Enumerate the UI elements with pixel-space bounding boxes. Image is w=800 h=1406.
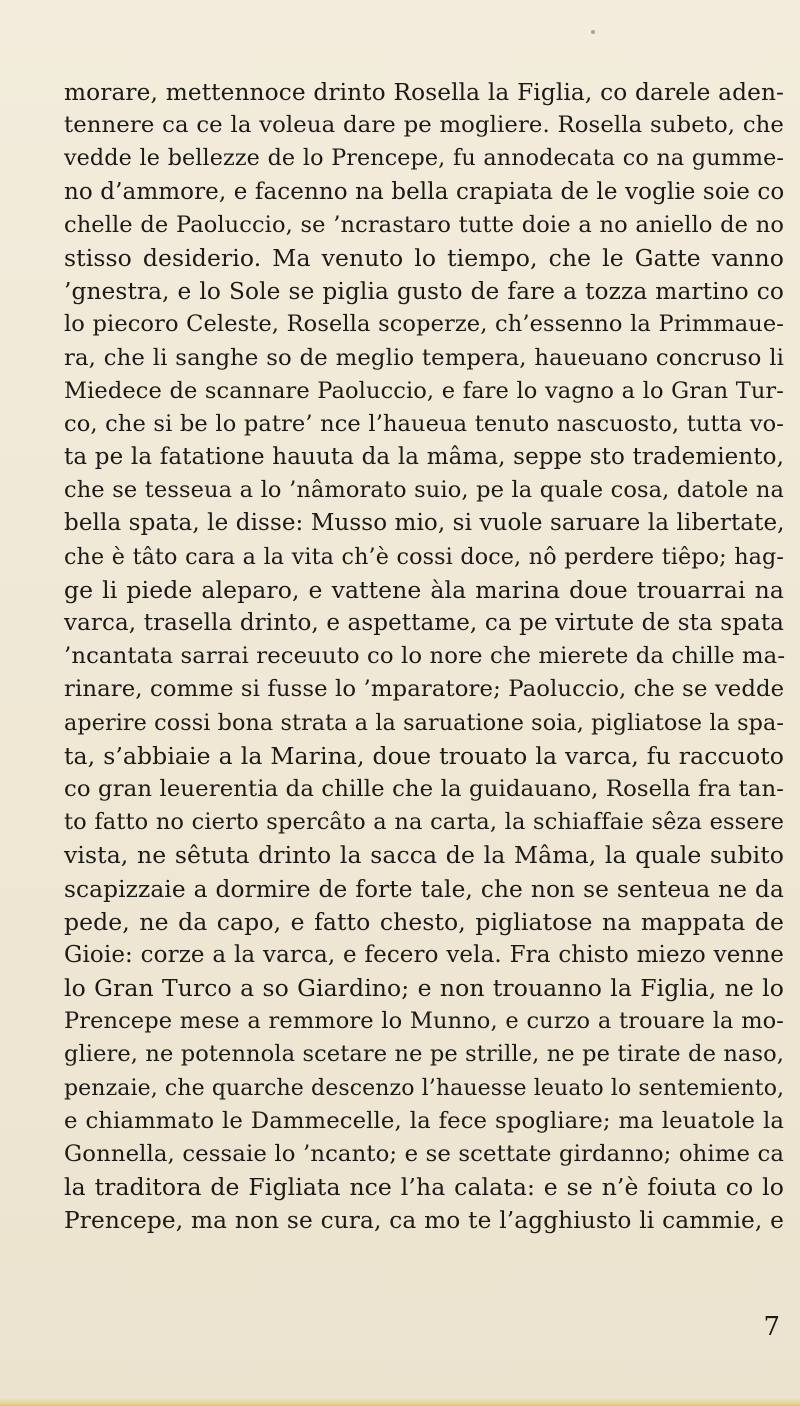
text-line: Gonnella, cessaie lo ’ncanto; e se scettate girdanno; ohime ca — [64, 1141, 784, 1167]
text-line: ta, s’abbiaie a la Marina, doue trouato la varca, fu raccuoto — [64, 741, 784, 770]
text-line: no d’ammore, e facenno na bella crapiata de le voglie soie co — [64, 178, 785, 205]
text-line: chelle de Paoluccio, se ’ncrastaro tutte doie a no aniello de no — [64, 211, 784, 238]
text-line: vista, ne sêtuta drinto la sacca de la Mâma, la quale subito — [64, 841, 784, 870]
text-line: Prencepe mese a remmore lo Munno, e curzo a trouare la mo- — [64, 1008, 784, 1035]
text-line: rinare, comme si fusse lo ’mparatore; Paoluccio, che se vedde — [64, 676, 785, 703]
text-line: la traditora de Figliata nce l’ha calata: e se n’è foiuta co lo — [64, 1173, 784, 1202]
text-line: morare, mettennoce drinto Rosella la Figlia, co darele aden- — [64, 79, 784, 106]
text-line: Gioie: corze a la varca, e fecero vela. Fra chisto miezo venne — [64, 941, 784, 968]
text-line: ta pe la fatatione hauuta da la mâma, seppe sto trademiento, — [64, 444, 784, 471]
text-line: lo piecoro Celeste, Rosella scoperze, ch’essenno la Primmaue- — [64, 311, 784, 338]
text-line: Miedece de scannare Paoluccio, e fare lo vagno a lo Gran Tur- — [64, 377, 784, 404]
text-line: aperire cossi bona strata a la saruatione soia, pigliatose la spa- — [64, 709, 784, 736]
text-line: lo Gran Turco a so Giardino; e non trouanno la Figlia, ne lo — [64, 974, 784, 1003]
text-line: co gran leuerentia da chille che la guidauano, Rosella fra tan- — [64, 775, 784, 802]
text-line: co, che si be lo patre’ nce l’haueua tenuto nascuosto, tutta vo- — [64, 410, 784, 437]
text-line: varca, trasella drinto, e aspettame, ca pe virtute de sta spata — [64, 610, 784, 636]
text-line: stisso desiderio. Ma venuto lo tiempo, che le Gatte vanno — [64, 243, 784, 272]
text-line: e chiammato le Dammecelle, la fece spogliare; ma leuatole la — [64, 1107, 784, 1134]
text-line: penzaie, che quarche descenzo l’hauesse leuato lo sentemiento, — [64, 1075, 785, 1101]
text-line: vedde le bellezze de lo Prencepe, fu annodecata co na gumme- — [64, 145, 784, 172]
text-line: ra, che li sanghe so de meglio tempera, haueuano concruso li — [64, 344, 784, 371]
page-bottom-edge — [0, 1398, 800, 1406]
text-line: che è tâto cara a la vita ch’è cossi doce, nô perdere tiêpo; hag- — [64, 543, 784, 570]
text-line: ge li piede aleparo, e vattene àla marina doue trouarrai na — [64, 575, 784, 604]
text-line: bella spata, le disse: Musso mio, si vuole saruare la libertate, — [64, 510, 785, 537]
text-line: tennere ca ce la voleua dare pe mogliere. Rosella subeto, che — [64, 112, 784, 139]
text-line: to fatto no cierto spercâto a na carta, la schiaffaie sêza essere — [64, 809, 784, 836]
text-line: Prencepe, ma non se cura, ca mo te l’agghiusto li cammie, e — [64, 1207, 784, 1235]
text-line: scapizzaie a dormire de forte tale, che non se senteua ne da — [64, 875, 784, 903]
text-line: gliere, ne potennola scetare ne pe strille, ne pe tirate de naso, — [64, 1041, 784, 1068]
text-line: che se tesseua a lo ’nâmorato suio, pe la quale cosa, datole na — [64, 477, 784, 504]
ink-speck — [591, 30, 595, 34]
text-line: ’ncantata sarrai receuuto co lo nore che mierete da chille ma- — [64, 643, 786, 670]
text-line: ’gnestra, e lo Sole se piglia gusto de fare a tozza martino co — [64, 278, 784, 306]
body-text — [64, 76, 784, 1238]
page-number: 7 — [763, 1312, 780, 1342]
text-line: pede, ne da capo, e fatto chesto, pigliatose na mappata de — [64, 907, 784, 936]
